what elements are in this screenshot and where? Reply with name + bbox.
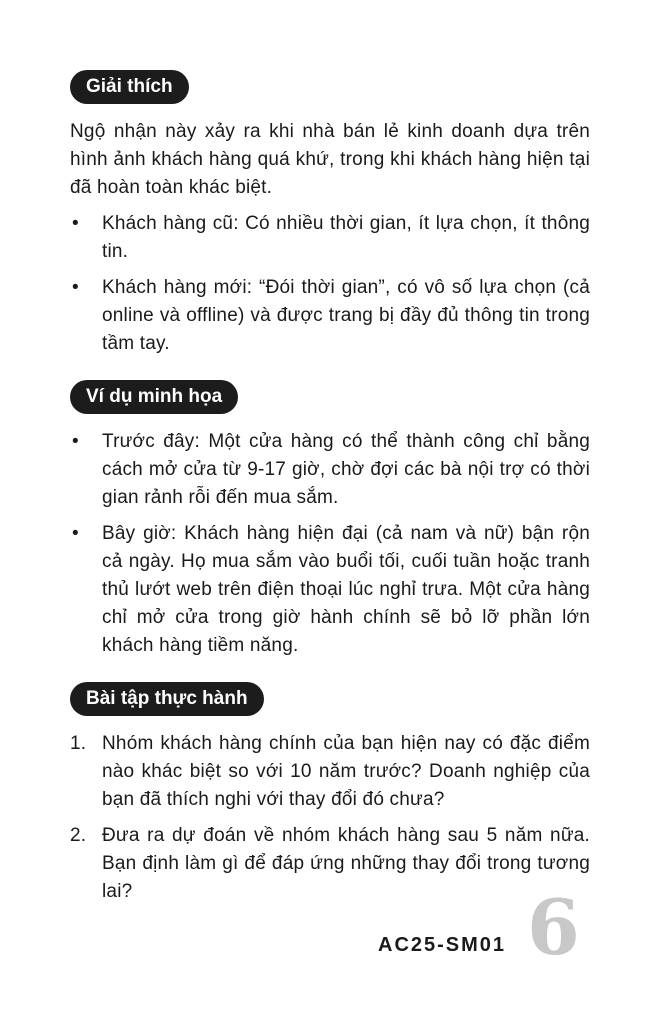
list-item [70, 520, 590, 660]
section-explanation [70, 70, 590, 358]
explanation-paragraph: Ngộ nhận này xảy ra khi nhà bán lẻ kinh doanh dựa trên hình ảnh khách hàng quá khứ, trong khi khách hàng hiện tại đã hoàn toàn khác biệt. [70, 121, 590, 198]
list-item-text: Bây giờ: Khách hàng hiện đại (cả nam và nữ) bận rộn cả ngày. Họ mua sắm vào buổi tối, cuối tuần hoặc tranh thủ lướt web trên điện thoại lúc nghỉ trưa. Một cửa hàng chỉ mở cửa trong giờ hành chính sẽ bỏ lỡ phần lớn khách hàng tiềm năng. [102, 523, 590, 656]
example-bullet-list [70, 428, 590, 660]
list-item [70, 730, 590, 814]
section-title-example: Ví dụ minh họa [70, 380, 238, 414]
list-item-text: Trước đây: Một cửa hàng có thể thành công chỉ bằng cách mở cửa từ 9-17 giờ, chờ đợi các bà nội trợ có thời gian rảnh rỗi đến mua sắm. [102, 431, 590, 508]
section-title-exercise: Bài tập thực hành [70, 682, 264, 716]
document-code: AC25-SM01 [378, 934, 507, 956]
bullet-marker: • [72, 523, 79, 544]
bullet-marker: • [72, 213, 79, 234]
list-item-text: Khách hàng cũ: Có nhiều thời gian, ít lựa chọn, ít thông tin. [102, 213, 590, 262]
list-item [70, 210, 590, 266]
section-title-explanation: Giải thích [70, 70, 189, 104]
explanation-bullet-list [70, 210, 590, 358]
page-content [70, 70, 590, 928]
page-number: 6 [527, 883, 580, 972]
item-number: 1. [70, 733, 87, 754]
list-item-text: Đưa ra dự đoán về nhóm khách hàng sau 5 năm nữa. Bạn định làm gì để đáp ứng những thay đổi trong tương lai? [102, 825, 590, 902]
bullet-marker: • [72, 277, 79, 298]
list-item [70, 428, 590, 512]
item-number: 2. [70, 825, 87, 846]
list-item-text: Nhóm khách hàng chính của bạn hiện nay có đặc điểm nào khác biệt so với 10 năm trước? Doanh nghiệp của bạn đã thích nghi với thay đổi đó chưa? [102, 733, 590, 810]
bullet-marker: • [72, 431, 79, 452]
list-item [70, 822, 590, 906]
list-item [70, 274, 590, 358]
list-item-text: Khách hàng mới: “Đói thời gian”, có vô số lựa chọn (cả online và offline) và được trang bị đầy đủ thông tin trong tầm tay. [102, 277, 590, 354]
exercise-numbered-list [70, 730, 590, 906]
section-example [70, 380, 590, 660]
section-exercise [70, 682, 590, 906]
